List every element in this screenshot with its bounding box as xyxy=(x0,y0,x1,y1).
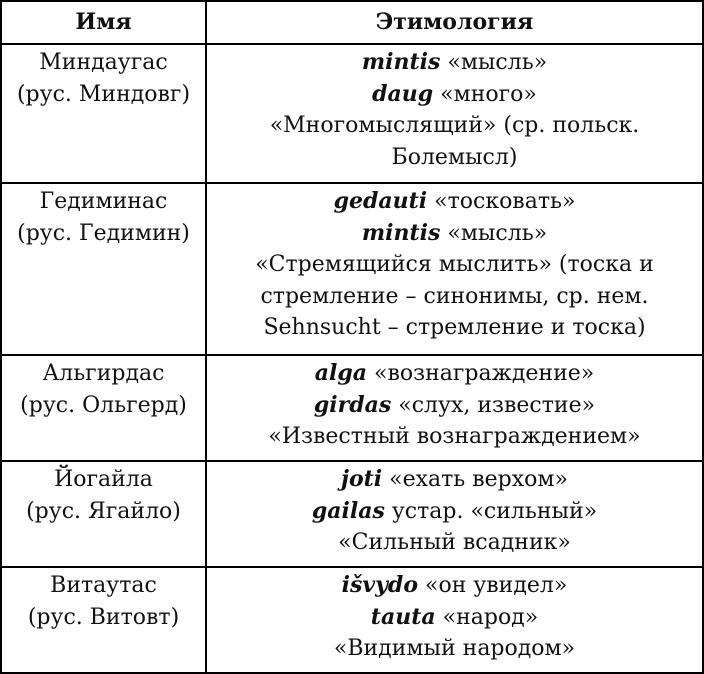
etymology-line xyxy=(211,281,698,313)
etymology-text: «много» xyxy=(433,81,537,107)
ruler-name: Йогайла xyxy=(54,467,153,493)
etymology-text: «ехать верхом» xyxy=(382,467,568,493)
ruler-name: Витаутас xyxy=(50,573,157,599)
table-row xyxy=(1,461,703,567)
etymology-text: Sehnsucht – стремление и тоска) xyxy=(263,315,646,341)
name-cell xyxy=(1,567,206,673)
table-row xyxy=(1,183,703,355)
etymology-line xyxy=(211,633,698,665)
table-row xyxy=(1,355,703,461)
etymology-line xyxy=(211,79,698,111)
etymology-line xyxy=(211,186,698,218)
lithuanian-term: gailas xyxy=(311,497,385,524)
etymology-text: «народ» xyxy=(435,604,539,630)
name-cell xyxy=(1,44,206,183)
etymology-line xyxy=(211,527,698,559)
table-row xyxy=(1,567,703,673)
russian-name: (рус. Ягайло) xyxy=(26,498,181,524)
russian-name: (рус. Ольгерд) xyxy=(20,392,187,418)
russian-name: (рус. Миндовг) xyxy=(16,81,191,107)
lithuanian-term: tauta xyxy=(370,603,436,630)
name-cell xyxy=(1,461,206,567)
etymology-line xyxy=(211,390,698,422)
etymology-line xyxy=(211,218,698,250)
name-cell xyxy=(1,183,206,355)
etymology-line xyxy=(211,110,698,142)
lithuanian-term: mintis xyxy=(361,219,441,246)
header-etymology: Этимология xyxy=(206,1,703,44)
etymology-line xyxy=(211,570,698,602)
russian-name: (рус. Гедимин) xyxy=(17,220,190,246)
header-name: Имя xyxy=(1,1,206,44)
lithuanian-term: joti xyxy=(340,466,383,493)
etymology-line xyxy=(211,464,698,496)
etymology-text: «вознаграждение» xyxy=(367,361,595,387)
header-row xyxy=(1,1,703,44)
table-row xyxy=(1,44,703,183)
russian-name: (рус. Витовт) xyxy=(27,604,180,630)
etymology-cell xyxy=(206,567,703,673)
lithuanian-term: alga xyxy=(314,360,368,387)
etymology-cell xyxy=(206,183,703,355)
lithuanian-term: išvydo xyxy=(341,572,418,599)
etymology-line xyxy=(211,142,698,174)
ruler-name: Альгирдас xyxy=(42,361,165,387)
ruler-name: Миндаугас xyxy=(39,50,168,75)
ruler-name: Гедиминас xyxy=(39,189,168,215)
etymology-text: «слух, известие» xyxy=(391,392,596,418)
etymology-text: «тосковать» xyxy=(427,189,576,215)
lithuanian-term: girdas xyxy=(313,391,392,418)
lithuanian-term: mintis xyxy=(361,49,441,75)
etymology-line xyxy=(211,312,698,344)
etymology-cell xyxy=(206,355,703,461)
etymology-text: «мысль» xyxy=(440,50,548,75)
lithuanian-term: gedauti xyxy=(333,188,428,215)
etymology-text: «Многомыслящий» (ср. польск. xyxy=(269,113,640,138)
etymology-text: «он увидел» xyxy=(418,573,568,599)
etymology-text: стремление – синонимы, ср. нем. xyxy=(260,283,649,309)
etymology-line xyxy=(211,47,698,79)
etymology-line xyxy=(211,602,698,634)
etymology-text: «Сильный всадник» xyxy=(338,530,571,556)
etymology-text: «Стремящийся мыслить» (тоска и xyxy=(255,252,654,278)
etymology-text: «Известный вознаграждением» xyxy=(268,424,641,450)
name-cell xyxy=(1,355,206,461)
lithuanian-term: daug xyxy=(372,80,434,107)
etymology-cell xyxy=(206,44,703,183)
etymology-text: «мысль» xyxy=(440,220,548,246)
etymology-line xyxy=(211,421,698,453)
etymology-text: Болемысл) xyxy=(391,144,518,170)
etymology-line xyxy=(211,249,698,281)
etymology-line xyxy=(211,496,698,528)
etymology-text: «Видимый народом» xyxy=(333,636,576,662)
etymology-cell xyxy=(206,461,703,567)
etymology-line xyxy=(211,358,698,390)
etymology-text: устар. «сильный» xyxy=(384,498,598,524)
